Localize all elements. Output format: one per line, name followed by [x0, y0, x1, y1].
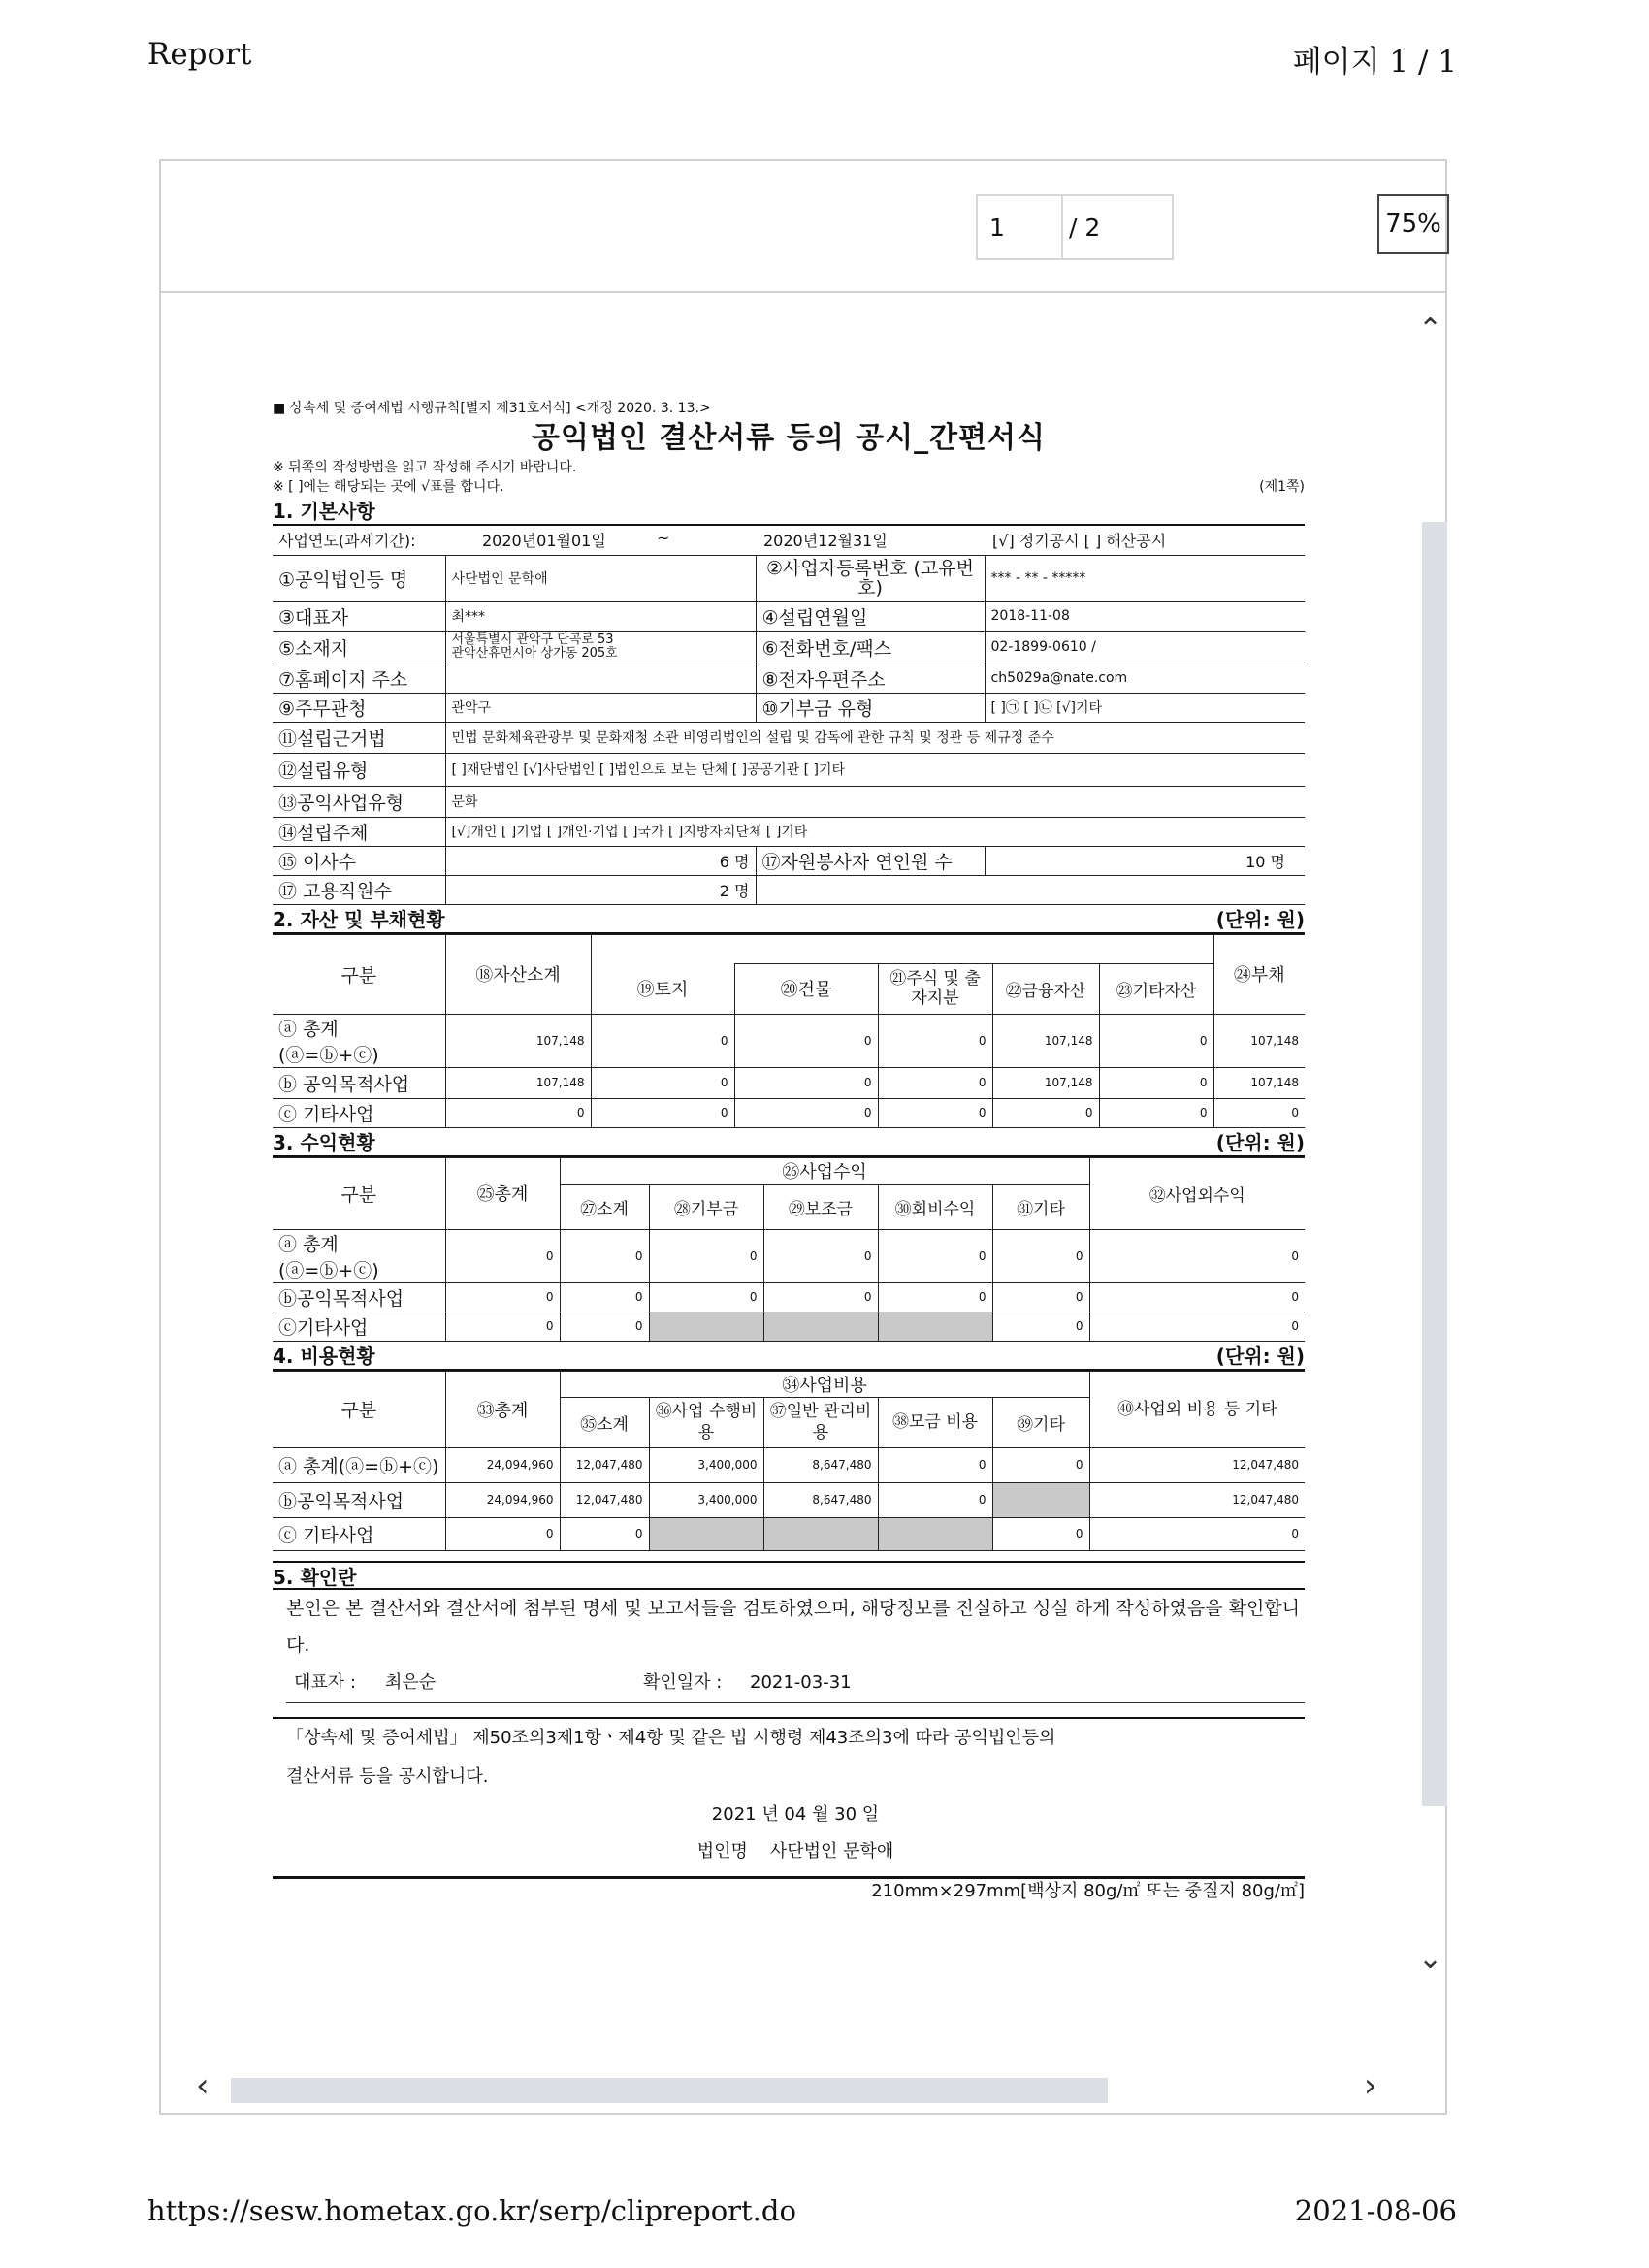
- table-cell: 12,047,480: [560, 1447, 649, 1482]
- table-cell: 24,094,960: [445, 1482, 560, 1517]
- field-value: [√]개인 [ ]기업 [ ]개인·기업 [ ]국가 [ ]지방자치단체 [ ]기타: [445, 817, 1305, 846]
- table-cell: 0: [445, 1517, 560, 1550]
- table-cell: 0: [560, 1229, 649, 1282]
- column-header: 구분: [273, 1371, 445, 1447]
- vertical-scroll-thumb[interactable]: [1422, 522, 1447, 1806]
- table-cell: 0: [445, 1229, 560, 1282]
- column-header: ㊳모금 비용: [878, 1397, 992, 1447]
- column-header: ㉚회비수익: [878, 1184, 992, 1229]
- field-value: [ ]㉠ [ ]㉡ [√]기타: [985, 693, 1305, 722]
- table-cell: 0: [878, 1482, 992, 1517]
- field-label: ⑭설립주체: [273, 817, 445, 846]
- representative-label: 대표자 :: [294, 1671, 356, 1693]
- address-line-1: 서울특별시 관악구 단곡로 53: [451, 632, 614, 647]
- field-value: 10 명: [985, 846, 1305, 875]
- field-value: [445, 664, 756, 693]
- table-cell: ⓐ 총계(ⓐ=ⓑ+ⓒ): [273, 1447, 445, 1482]
- page-counter: 페이지 1 / 1: [1292, 45, 1457, 80]
- period-from: 2020년01월01일: [482, 532, 606, 551]
- table-cell: 0: [649, 1229, 763, 1282]
- disclosure-type: [√] 정기공시 [ ] 해산공시: [992, 532, 1167, 551]
- table-cell: [992, 1482, 1089, 1517]
- vertical-scrollbar[interactable]: [1418, 293, 1447, 2020]
- field-label: ⑦홈페이지 주소: [273, 664, 445, 693]
- table-cell: 0: [878, 1014, 992, 1067]
- field-label: ②사업자등록번호 (고유번호): [756, 555, 985, 601]
- representative-name: 최은순: [385, 1671, 436, 1693]
- field-label: ⑩기부금 유형: [756, 693, 985, 722]
- section-1-heading: 1. 기본사항: [273, 497, 1305, 526]
- table-cell: 107,148: [992, 1014, 1099, 1067]
- note-row: [273, 477, 1305, 497]
- disclosure-date: 2021 년 04 월 30 일: [711, 1803, 880, 1825]
- table-cell: 0: [992, 1282, 1089, 1312]
- field-label: ⑨주무관청: [273, 693, 445, 722]
- footer-url: https://sesw.hometax.go.kr/serp/clipreport.do: [147, 2194, 796, 2227]
- table-cell: 0: [878, 1447, 992, 1482]
- disclosure-form: [273, 398, 1305, 1904]
- column-header: ㊱사업 수행비용: [649, 1397, 763, 1447]
- table-cell: 107,148: [1213, 1014, 1305, 1067]
- table-cell: 0: [1089, 1282, 1305, 1312]
- table-cell: 0: [878, 1282, 992, 1312]
- column-header: ㉟소계: [560, 1397, 649, 1447]
- field-label: ⑮ 이사수: [273, 846, 445, 875]
- page-total: / 2: [1069, 212, 1101, 242]
- table-cell: 12,047,480: [560, 1482, 649, 1517]
- confirmation-text: 본인은 본 결산서와 결산서에 첨부된 명세 및 보고서들을 검토하였으며, 해당정보를 진실하고 성실 하게 작성하였음을 확인합니다.: [286, 1597, 1301, 1656]
- table-cell: 0: [1089, 1517, 1305, 1550]
- field-label: ⑰자원봉사자 연인원 수: [756, 846, 985, 875]
- confirmation-block: [273, 1590, 1305, 1703]
- table-cell: ⓑ 공익목적사업: [273, 1067, 445, 1098]
- scroll-up-icon[interactable]: ⌃: [1418, 312, 1443, 346]
- field-value: 최***: [445, 601, 756, 631]
- table-cell: 0: [445, 1098, 591, 1127]
- table-row: [273, 601, 1305, 631]
- table-cell: 0: [649, 1282, 763, 1312]
- group-header: ㉞사업비용: [560, 1371, 1089, 1397]
- table-row: [273, 1014, 1305, 1067]
- table-cell: [878, 1312, 992, 1341]
- table-cell: 0: [763, 1282, 878, 1312]
- expense-table: [273, 1371, 1305, 1551]
- table-cell: [763, 1517, 878, 1550]
- column-header: 구분: [273, 1157, 445, 1229]
- table-row: [273, 817, 1305, 846]
- table-cell: 0: [591, 1014, 734, 1067]
- viewer-toolbar: [161, 161, 1445, 293]
- period-label: 사업연도(과세기간):: [278, 532, 416, 551]
- basic-info-table: [273, 526, 1305, 905]
- closing-text-1: 「상속세 및 증여세법」 제50조의3제1항ㆍ제4항 및 같은 법 시행령 제43조의3에 따라 공익법인등의: [286, 1727, 1056, 1748]
- section-4-heading: 4. 비용현황 (단위: 원): [273, 1342, 1305, 1371]
- table-row: [273, 1482, 1305, 1517]
- period-tilde: ~: [657, 529, 670, 548]
- table-row: [273, 1282, 1305, 1312]
- table-row: [273, 846, 1305, 875]
- table-row: [273, 1098, 1305, 1127]
- zoom-select[interactable]: 75%: [1377, 194, 1449, 254]
- field-label: ⑧전자우편주소: [756, 664, 985, 693]
- table-cell: 0: [992, 1312, 1089, 1341]
- form-title: 공익법인 결산서류 등의 공시_간편서식: [531, 421, 1046, 455]
- table-cell: 0: [1213, 1098, 1305, 1127]
- table-cell: 0: [734, 1067, 878, 1098]
- column-header: ㉓기타자산: [1099, 963, 1213, 1014]
- scroll-right-icon[interactable]: ›: [1364, 2066, 1377, 2105]
- table-cell: 0: [992, 1447, 1089, 1482]
- field-label: ①공익법인등 명: [273, 555, 445, 601]
- table-cell: 0: [591, 1067, 734, 1098]
- field-value: [ ]재단법인 [√]사단법인 [ ]법인으로 보는 단체 [ ]공공기관 [ ]기타: [445, 753, 1305, 786]
- field-value: 문화: [445, 786, 1305, 817]
- field-value: 민법 문화체육관광부 및 문화재청 소관 비영리법인의 설립 및 감독에 관한 규칙 및 정관 등 제규정 준수: [445, 722, 1305, 753]
- field-value: 2018-11-08: [985, 601, 1305, 631]
- table-cell: 0: [878, 1229, 992, 1282]
- table-cell: 0: [1099, 1014, 1213, 1067]
- table-cell: ⓒ 기타사업: [273, 1098, 445, 1127]
- section-3-heading: 3. 수익현황 (단위: 원): [273, 1128, 1305, 1157]
- field-value: 사단법인 문학애: [445, 555, 756, 601]
- corporation-line: [286, 1833, 1305, 1870]
- horizontal-scrollbar[interactable]: [161, 2062, 1447, 2113]
- assets-table: [273, 934, 1305, 1128]
- page-number-input[interactable]: 1: [978, 196, 1063, 258]
- table-cell: 0: [560, 1282, 649, 1312]
- table-cell: 8,647,480: [763, 1482, 878, 1517]
- horizontal-scroll-thumb[interactable]: [231, 2078, 1108, 2103]
- table-cell: ⓒ 기타사업: [273, 1517, 445, 1550]
- column-header: ㊵사업외 비용 등 기타: [1089, 1371, 1305, 1447]
- column-header: ㉛기타: [992, 1184, 1089, 1229]
- table-cell: 12,047,480: [1089, 1482, 1305, 1517]
- table-row: [273, 693, 1305, 722]
- law-reference: ■ 상속세 및 증여세법 시행규칙[별지 제31호서식] <개정 2020. 3. 13.>: [273, 401, 711, 416]
- table-cell: 0: [1089, 1312, 1305, 1341]
- table-cell: [763, 1312, 878, 1341]
- report-header-title: Report: [147, 37, 252, 72]
- field-label: ⑤소재지: [273, 631, 445, 664]
- page-side: (제1쪽): [1259, 479, 1305, 495]
- table-cell: 0: [734, 1098, 878, 1127]
- section-5-heading: 5. 확인란: [273, 1561, 1305, 1590]
- table-cell: 0: [560, 1312, 649, 1341]
- table-cell: 0: [560, 1517, 649, 1550]
- table-cell: 0: [445, 1282, 560, 1312]
- table-cell: ⓐ 총계 (ⓐ=ⓑ+ⓒ): [273, 1014, 445, 1067]
- table-row: [273, 1229, 1305, 1282]
- column-header: ㊴기타: [992, 1397, 1089, 1447]
- table-row: [273, 722, 1305, 753]
- table-cell: 0: [878, 1067, 992, 1098]
- table-cell: 3,400,000: [649, 1447, 763, 1482]
- scroll-left-icon[interactable]: ‹: [196, 2066, 210, 2105]
- confirm-date-label: 확인일자 :: [643, 1671, 723, 1693]
- section-2-heading: 2. 자산 및 부채현황 (단위: 원): [273, 905, 1305, 934]
- table-cell: 0: [591, 1098, 734, 1127]
- field-value: *** - ** - *****: [985, 555, 1305, 601]
- corporation-name: 사단법인 문학애: [769, 1840, 894, 1862]
- field-label: ⑪설립근거법: [273, 722, 445, 753]
- field-label: ⑫설립유형: [273, 753, 445, 786]
- column-header: ㉕총계: [445, 1157, 560, 1229]
- field-value: 2 명: [445, 875, 756, 904]
- scroll-down-icon[interactable]: ⌄: [1418, 1942, 1443, 1976]
- field-label: ③대표자: [273, 601, 445, 631]
- column-header: ㉜사업외수익: [1089, 1157, 1305, 1229]
- table-cell: 8,647,480: [763, 1447, 878, 1482]
- table-cell: [649, 1517, 763, 1550]
- field-value: 6 명: [445, 846, 756, 875]
- table-cell: 107,148: [992, 1067, 1099, 1098]
- revenue-table: [273, 1157, 1305, 1342]
- field-label: ④설립연월일: [756, 601, 985, 631]
- column-header: ㉘기부금: [649, 1184, 763, 1229]
- table-row: [273, 555, 1305, 601]
- column-header: ㉔부채: [1213, 934, 1305, 1014]
- field-label: ⑰ 고용직원수: [273, 875, 445, 904]
- period-to: 2020년12월31일: [763, 532, 888, 551]
- table-cell: [273, 526, 1305, 555]
- closing-text-2: 결산서류 등을 공시합니다.: [286, 1766, 489, 1787]
- field-value: 02-1899-0610 /: [985, 631, 1305, 664]
- table-cell: 0: [1089, 1229, 1305, 1282]
- column-header: ⑲토지: [591, 963, 734, 1014]
- column-header: ⑳건물: [734, 963, 878, 1014]
- table-cell: 24,094,960: [445, 1447, 560, 1482]
- table-row: [273, 1067, 1305, 1098]
- table-row: [273, 753, 1305, 786]
- field-value: ch5029a@nate.com: [985, 664, 1305, 693]
- table-cell: 107,148: [1213, 1067, 1305, 1098]
- corporation-label: 법인명: [696, 1840, 748, 1862]
- table-cell: 0: [878, 1098, 992, 1127]
- table-cell: 0: [1099, 1067, 1213, 1098]
- table-cell: ⓒ기타사업: [273, 1312, 445, 1341]
- column-header: 구분: [273, 934, 445, 1014]
- table-row: [273, 875, 1305, 904]
- note-2: ※ [ ]에는 해당되는 곳에 √표를 합니다.: [273, 479, 504, 495]
- unit-label: (단위: 원): [1215, 1344, 1305, 1368]
- footer-date: 2021-08-06: [1294, 2194, 1457, 2227]
- table-cell: 0: [1099, 1098, 1213, 1127]
- closing-block: [273, 1717, 1305, 1870]
- column-header: ㉝총계: [445, 1371, 560, 1447]
- table-cell: [445, 631, 756, 664]
- table-row: [273, 1447, 1305, 1482]
- group-header: ㉖사업수익: [560, 1157, 1089, 1184]
- field-label: ⑬공익사업유형: [273, 786, 445, 817]
- table-cell: 0: [445, 1312, 560, 1341]
- table-cell: 0: [992, 1229, 1089, 1282]
- table-cell: 107,148: [445, 1014, 591, 1067]
- table-row: [273, 631, 1305, 664]
- table-cell: 12,047,480: [1089, 1447, 1305, 1482]
- column-header: ㉒금융자산: [992, 963, 1099, 1014]
- column-header: ㊲일반 관리비용: [763, 1397, 878, 1447]
- table-cell: [591, 934, 1213, 963]
- table-row: [273, 786, 1305, 817]
- table-cell: 0: [734, 1014, 878, 1067]
- field-label: ⑥전화번호/팩스: [756, 631, 985, 664]
- table-cell: 107,148: [445, 1067, 591, 1098]
- table-cell: 0: [992, 1517, 1089, 1550]
- table-cell: 3,400,000: [649, 1482, 763, 1517]
- table-cell: [649, 1312, 763, 1341]
- address-line-2: 관악산휴먼시아 상가동 205호: [451, 646, 618, 661]
- column-header: ㉙보조금: [763, 1184, 878, 1229]
- column-header: ㉗소계: [560, 1184, 649, 1229]
- column-header: ⑱자산소계: [445, 934, 591, 1014]
- paper-spec: 210mm×297mm[백상지 80g/㎡ 또는 중질지 80g/㎡]: [273, 1876, 1305, 1904]
- table-row: [273, 664, 1305, 693]
- table-cell: [756, 875, 1305, 904]
- table-row: [273, 1517, 1305, 1550]
- unit-label: (단위: 원): [1215, 1130, 1305, 1154]
- field-value: 관악구: [445, 693, 756, 722]
- table-cell: [878, 1517, 992, 1550]
- table-cell: ⓐ 총계 (ⓐ=ⓑ+ⓒ): [273, 1229, 445, 1282]
- unit-label: (단위: 원): [1215, 907, 1305, 931]
- table-cell: ⓑ공익목적사업: [273, 1282, 445, 1312]
- note-1: ※ 뒤쪽의 작성방법을 읽고 작성해 주시기 바랍니다.: [273, 460, 577, 475]
- page-navigator: [976, 194, 1174, 260]
- table-cell: 0: [992, 1098, 1099, 1127]
- table-cell: ⓑ공익목적사업: [273, 1482, 445, 1517]
- table-cell: 0: [763, 1229, 878, 1282]
- column-header: ㉑주식 및 출자지분: [878, 963, 992, 1014]
- table-row: [273, 1312, 1305, 1341]
- confirm-date: 2021-03-31: [750, 1671, 852, 1693]
